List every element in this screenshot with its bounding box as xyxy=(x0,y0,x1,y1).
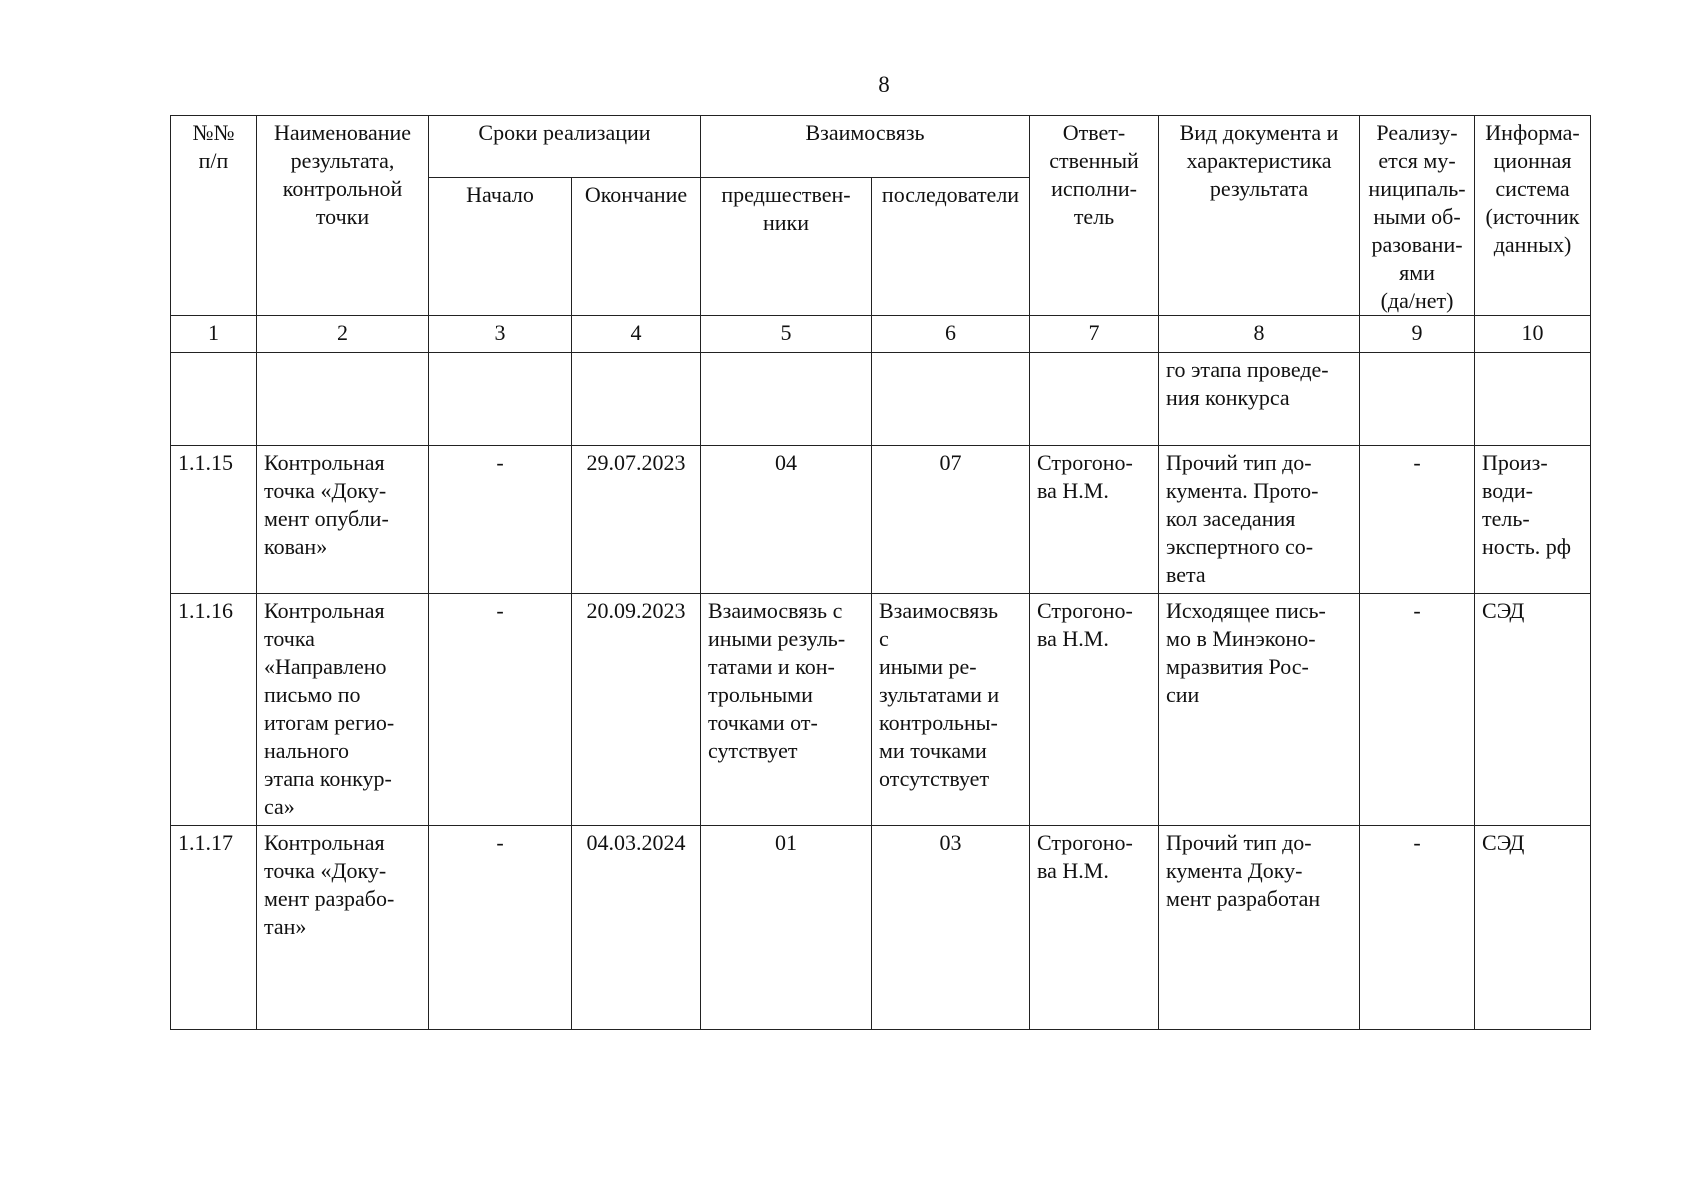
results-table xyxy=(170,115,1591,1030)
cell-info-system xyxy=(1475,446,1591,594)
column-numbers-row xyxy=(171,316,1591,353)
cell-line: 29.07.2023 xyxy=(586,450,686,475)
column-number: 5 xyxy=(701,316,872,353)
cell-line: Прочий тип до- xyxy=(1166,450,1312,475)
cell-line: иными резуль- xyxy=(708,626,846,651)
cell-line: Прочий тип до- xyxy=(1166,830,1312,855)
cell-line: ными об- xyxy=(1373,204,1461,229)
cell-line: ники xyxy=(762,210,809,235)
header-start: Начало xyxy=(429,178,572,316)
cell-line: результата xyxy=(1209,176,1309,201)
cell-name xyxy=(257,826,429,1030)
cell-end xyxy=(572,446,701,594)
cell-line: с xyxy=(879,626,889,651)
cell-num xyxy=(171,353,257,446)
cell-line: №№ xyxy=(192,120,235,145)
column-number: 6 xyxy=(872,316,1030,353)
cell-line: ется му- xyxy=(1378,148,1456,173)
cell-line: кумента Доку- xyxy=(1166,858,1303,883)
cell-line: ственный xyxy=(1049,148,1139,173)
cell-line: - xyxy=(496,450,504,475)
cell-responsible xyxy=(1030,594,1159,826)
cell-line: мент разрабо- xyxy=(264,886,395,911)
cell-line: - xyxy=(1413,598,1421,623)
cell-line: данных) xyxy=(1493,232,1572,257)
cell-line: 20.09.2023 xyxy=(586,598,686,623)
cell-line: точками от- xyxy=(708,710,818,735)
column-number: 3 xyxy=(429,316,572,353)
cell-line: СЭД xyxy=(1482,830,1525,855)
header-predecessors xyxy=(701,178,872,316)
cell-name xyxy=(257,594,429,826)
cell-line: ва Н.М. xyxy=(1037,626,1109,651)
cell-municipal xyxy=(1360,446,1475,594)
cell-line: мо в Минэконо- xyxy=(1166,626,1316,651)
cell-line: ями xyxy=(1399,260,1435,285)
cell-line: Вид документа и xyxy=(1179,120,1339,145)
cell-line: Ответ- xyxy=(1062,120,1126,145)
cell-line: зультатами и xyxy=(879,682,1000,707)
cell-line: (источник xyxy=(1485,204,1580,229)
cell-line: иными ре- xyxy=(879,654,977,679)
cell-responsible xyxy=(1030,826,1159,1030)
cell-line: 1.1.16 xyxy=(178,598,233,623)
cell-line: Строгоно- xyxy=(1037,598,1133,623)
cell-line: «Направлено xyxy=(264,654,387,679)
cell-municipal xyxy=(1360,353,1475,446)
cell-line: точка «Доку- xyxy=(264,858,387,883)
cell-line: ниципаль- xyxy=(1368,176,1466,201)
cell-line: Контрольная xyxy=(264,598,385,623)
cell-line: 03 xyxy=(939,830,962,855)
cell-line: Строгоно- xyxy=(1037,830,1133,855)
cell-line: (да/нет) xyxy=(1380,288,1454,313)
table-row xyxy=(171,594,1591,826)
cell-line: СЭД xyxy=(1482,598,1525,623)
cell-doc-type xyxy=(1159,594,1360,826)
cell-name xyxy=(257,446,429,594)
cell-line: нального xyxy=(264,738,349,763)
cell-doc-type xyxy=(1159,353,1360,446)
cell-line: Реализу- xyxy=(1376,120,1458,145)
cell-line: ва Н.М. xyxy=(1037,478,1109,503)
cell-line: мразвития Рос- xyxy=(1166,654,1309,679)
cell-line: - xyxy=(1413,450,1421,475)
cell-doc-type xyxy=(1159,826,1360,1030)
column-number: 4 xyxy=(572,316,701,353)
cell-line: го этапа проведе- xyxy=(1166,357,1329,382)
cell-line: 1.1.15 xyxy=(178,450,233,475)
cell-line: ми точками xyxy=(879,738,987,763)
column-number: 8 xyxy=(1159,316,1360,353)
cell-line: Исходящее пись- xyxy=(1166,598,1326,623)
cell-line: тан» xyxy=(264,914,307,939)
cell-start xyxy=(429,826,572,1030)
cell-line: мент разработан xyxy=(1166,886,1321,911)
cell-num xyxy=(171,446,257,594)
cell-line: Строгоно- xyxy=(1037,450,1133,475)
header-end: Окончание xyxy=(572,178,701,316)
cell-line: мент опубли- xyxy=(264,506,389,531)
cell-line: Взаимосвязь с xyxy=(708,598,843,623)
cell-successors xyxy=(872,353,1030,446)
cell-successors xyxy=(872,594,1030,826)
cell-line: Взаимосвязь xyxy=(879,598,999,623)
cell-info-system xyxy=(1475,826,1591,1030)
cell-line: этапа конкур- xyxy=(264,766,392,791)
cell-line: 01 xyxy=(775,830,797,855)
cell-line: ность. рф xyxy=(1482,534,1572,559)
cell-line: 04.03.2024 xyxy=(586,830,686,855)
cell-line: п/п xyxy=(198,148,229,173)
cell-info-system xyxy=(1475,594,1591,826)
cell-line: Контрольная xyxy=(264,830,385,855)
cell-line: сутствует xyxy=(708,738,798,763)
cell-predecessors xyxy=(701,826,872,1030)
cell-line: контрольны- xyxy=(879,710,998,735)
cell-line: тель xyxy=(1073,204,1115,229)
cell-line: система xyxy=(1495,176,1570,201)
cell-line: - xyxy=(496,598,504,623)
cell-line: результата, xyxy=(290,148,395,173)
cell-line: кумента. Прото- xyxy=(1166,478,1319,503)
table-row xyxy=(171,446,1591,594)
cell-line: Контрольная xyxy=(264,450,385,475)
cell-line: предшествен- xyxy=(721,182,851,207)
table-row xyxy=(171,826,1591,1030)
cell-successors xyxy=(872,446,1030,594)
cell-start xyxy=(429,594,572,826)
cell-successors xyxy=(872,826,1030,1030)
cell-municipal xyxy=(1360,826,1475,1030)
cell-line: сии xyxy=(1166,682,1200,707)
cell-line: ционная xyxy=(1493,148,1572,173)
column-number: 1 xyxy=(171,316,257,353)
cell-line: разовани- xyxy=(1371,232,1463,257)
cell-line: трольными xyxy=(708,682,813,707)
cell-line: Наименование xyxy=(273,120,412,145)
cell-line: Произ- xyxy=(1482,450,1548,475)
cell-municipal xyxy=(1360,594,1475,826)
cell-line: ва Н.М. xyxy=(1037,858,1109,883)
cell-info-system xyxy=(1475,353,1591,446)
cell-line: води- xyxy=(1482,478,1533,503)
cell-name xyxy=(257,353,429,446)
header-num xyxy=(171,116,257,316)
cell-line: - xyxy=(496,830,504,855)
column-number: 2 xyxy=(257,316,429,353)
cell-line: тель- xyxy=(1482,506,1530,531)
cell-responsible xyxy=(1030,446,1159,594)
cell-predecessors xyxy=(701,446,872,594)
cell-start xyxy=(429,353,572,446)
column-number: 7 xyxy=(1030,316,1159,353)
cell-line: 07 xyxy=(939,450,962,475)
cell-line: характеристика xyxy=(1186,148,1332,173)
cell-line: кол заседания xyxy=(1166,506,1296,531)
cell-line: 1.1.17 xyxy=(178,830,233,855)
column-number: 9 xyxy=(1360,316,1475,353)
cell-predecessors xyxy=(701,594,872,826)
cell-line: Информа- xyxy=(1485,120,1580,145)
cell-line: письмо по xyxy=(264,682,361,707)
page-number: 8 xyxy=(878,72,890,97)
cell-num xyxy=(171,826,257,1030)
header-doc-type xyxy=(1159,116,1360,316)
column-number: 10 xyxy=(1475,316,1591,353)
cell-predecessors xyxy=(701,353,872,446)
cell-line: исполни- xyxy=(1051,176,1137,201)
cell-line: татами и кон- xyxy=(708,654,835,679)
cell-line: точка xyxy=(264,626,315,651)
header-successors: последователи xyxy=(872,178,1030,316)
header-responsible xyxy=(1030,116,1159,316)
header-row-top xyxy=(171,116,1591,178)
cell-line: итогам регио- xyxy=(264,710,395,735)
cell-end xyxy=(572,353,701,446)
cell-line: вета xyxy=(1166,562,1206,587)
cell-line: отсутствует xyxy=(879,766,990,791)
header-terms: Сроки реализации xyxy=(429,116,701,178)
cell-line: контрольной xyxy=(282,176,403,201)
header-name xyxy=(257,116,429,316)
cell-line: са» xyxy=(264,794,295,819)
header-municipal xyxy=(1360,116,1475,316)
table-row xyxy=(171,353,1591,446)
cell-doc-type xyxy=(1159,446,1360,594)
cell-line: экспертного со- xyxy=(1166,534,1314,559)
cell-line: - xyxy=(1413,830,1421,855)
cell-line: ния конкурса xyxy=(1166,385,1290,410)
cell-line: кован» xyxy=(264,534,328,559)
cell-start xyxy=(429,446,572,594)
cell-responsible xyxy=(1030,353,1159,446)
cell-line: точки xyxy=(315,204,370,229)
cell-line: точка «Доку- xyxy=(264,478,387,503)
header-relation: Взаимосвязь xyxy=(701,116,1030,178)
header-info-system xyxy=(1475,116,1591,316)
cell-end xyxy=(572,594,701,826)
cell-line: 04 xyxy=(775,450,797,475)
cell-end xyxy=(572,826,701,1030)
cell-num xyxy=(171,594,257,826)
